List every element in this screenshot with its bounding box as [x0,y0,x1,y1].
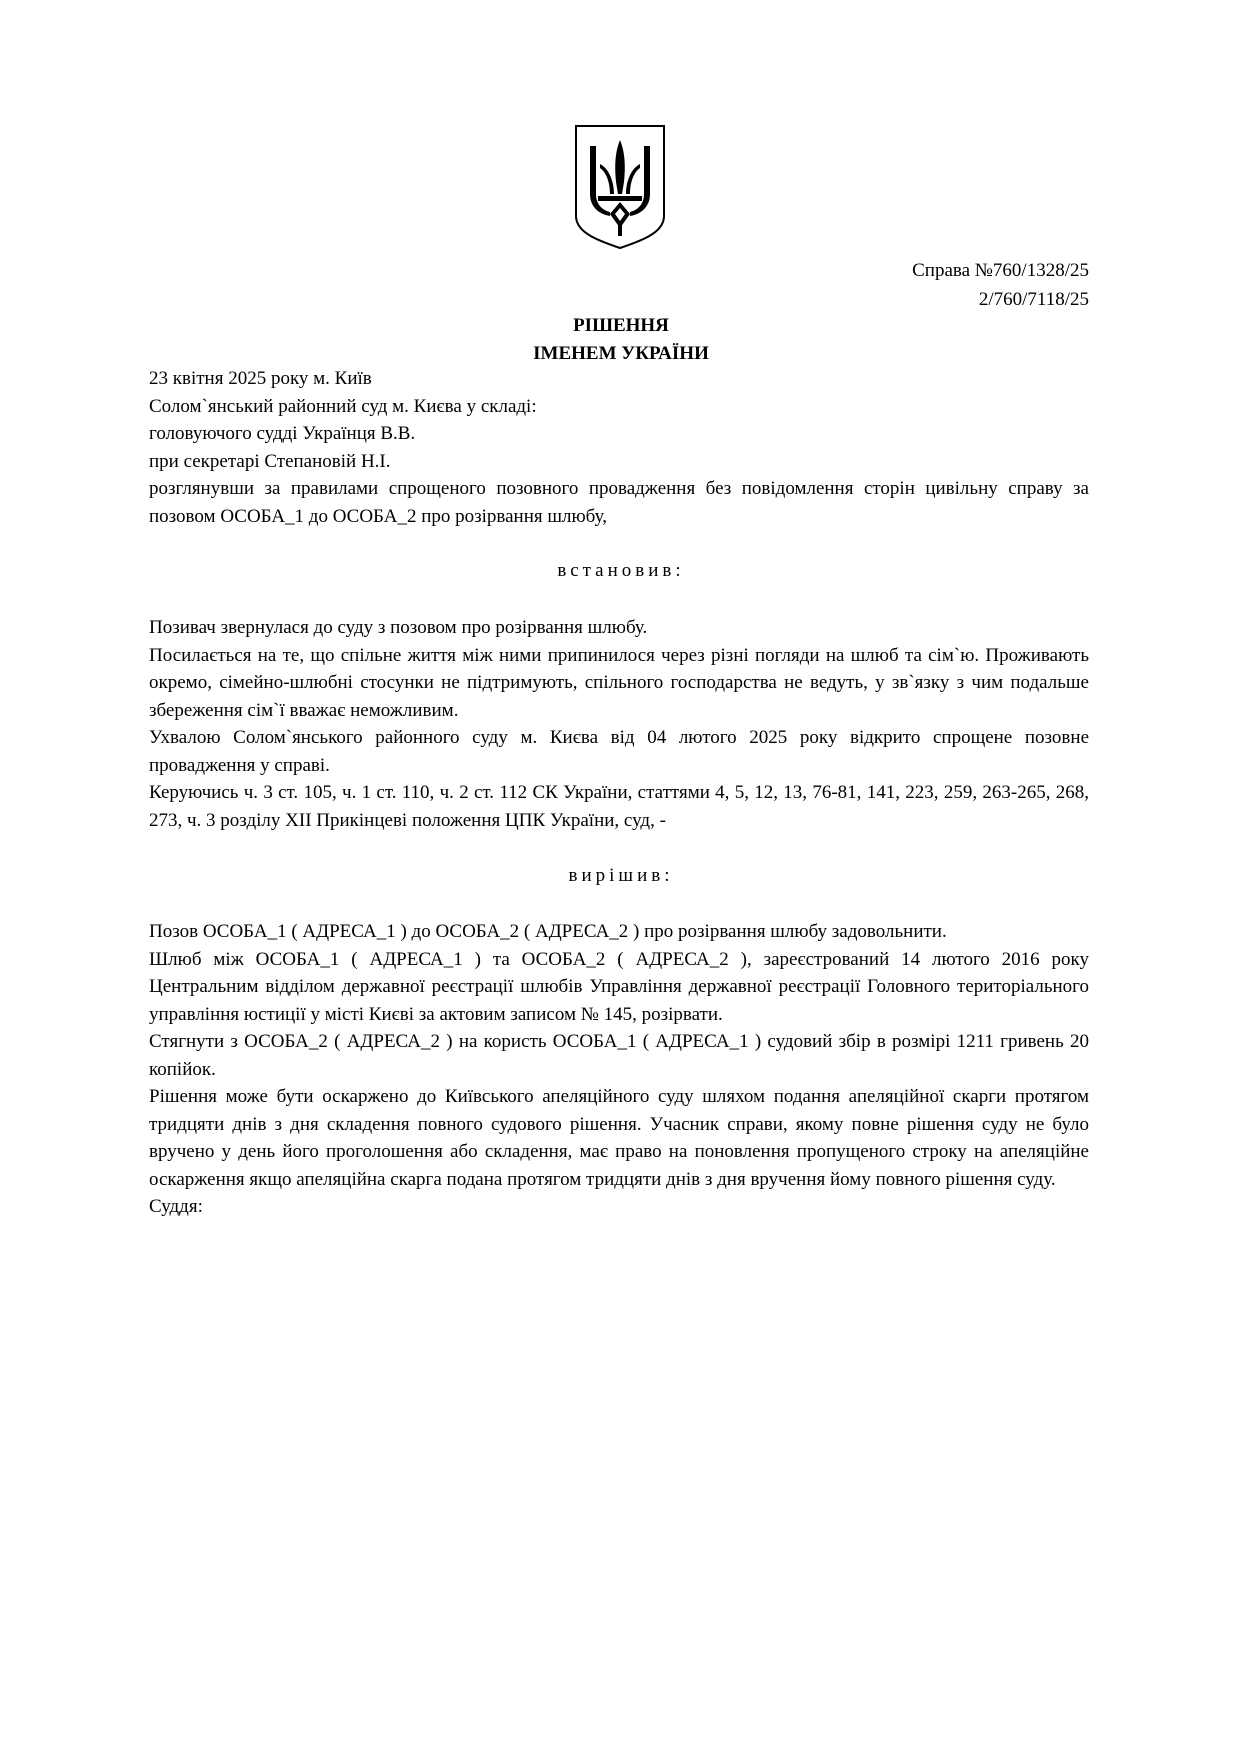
intro-section [149,365,1089,530]
decided-section [149,918,1089,1221]
established-section [149,614,1089,834]
judge-signature-label: Суддя: [149,1196,203,1217]
ukraine-trident-icon [574,124,666,250]
paragraph: Рішення може бути оскаржено до Київського апеляційного суду шляхом подання апеляційної скарги протягом тридцяти днів з дня складення повного судового рішення. Учасник справи, якому повне рішення суду не було вручено у день його проголошення або складення, має право на поновлення пропущеного строку на апеляційне оскарження якщо апеляційна скарга подана протягом тридцяти днів з дня вручення йому повного рішення суду. [149,1086,1089,1190]
court-secretary: при секретарі Степановій Н.І. [149,450,391,472]
established-heading: встановив: [557,560,685,581]
presiding-judge: головуючого судді Українця В.В. [149,423,416,444]
document-subtitle: ІМЕНЕМ УКРАЇНИ [533,343,709,364]
date-place: 23 квітня 2025 року м. Київ [149,368,372,389]
document-title: РІШЕННЯ [573,315,669,336]
paragraph: Шлюб між ОСОБА_1 ( АДРЕСА_1 ) та ОСОБА_2 ( АДРЕСА_2 ), зареєстрований 14 лютого 2016 року Центральним відділом державної реєстрації шлюбів Управління державної реєстрації Головного територіального управління юстиції у місті Києві за актовим записом № 145, розірвати. [149,948,1089,1025]
case-number-block [912,256,1089,314]
paragraph: Позов ОСОБА_1 ( АДРЕСА_1 ) до ОСОБА_2 ( АДРЕСА_2 ) про розірвання шлюбу задовольнити. [149,921,947,942]
procedure-paragraph: розглянувши за правилами спрощеного позовного провадження без повідомлення сторін цивільну справу за позовом ОСОБА_1 до ОСОБА_2 про розірвання шлюбу, [149,478,1089,527]
paragraph: Позивач звернулася до суду з позовом про розірвання шлюбу. [149,617,648,638]
paragraph: Керуючись ч. 3 ст. 105, ч. 1 ст. 110, ч. 2 ст. 112 СК України, статтями 4, 5, 12, 13, 76-81, 141, 223, 259, 263-265, 268, 273, ч. 3 розділу XII Прикінцеві положення ЦПК України, суд, - [149,782,1089,831]
paragraph: Посилається на те, що спільне життя між ними припинилося через різні погляди на шлюб та сім`ю. Проживають окремо, сімейно-шлюбні стосунки не підтримують, спільного господарства не ведуть, у зв`язку з чим подальше збереження сім`ї вважає неможливим. [149,644,1089,721]
paragraph: Ухвалою Солом`янського районного суду м. Києва від 04 лютого 2025 року відкрито спрощене позовне провадження у справі. [149,727,1089,776]
paragraph: Стягнути з ОСОБА_2 ( АДРЕСА_2 ) на користь ОСОБА_1 ( АДРЕСА_1 ) судовий збір в розмірі 1211 гривень 20 копійок. [149,1031,1089,1080]
court-composition: Солом`янський районний суд м. Києва у складі: [149,395,537,417]
decided-heading: вирішив: [568,865,674,886]
case-sub-number: 2/760/7118/25 [978,289,1089,310]
case-number: Справа №760/1328/25 [912,260,1089,281]
